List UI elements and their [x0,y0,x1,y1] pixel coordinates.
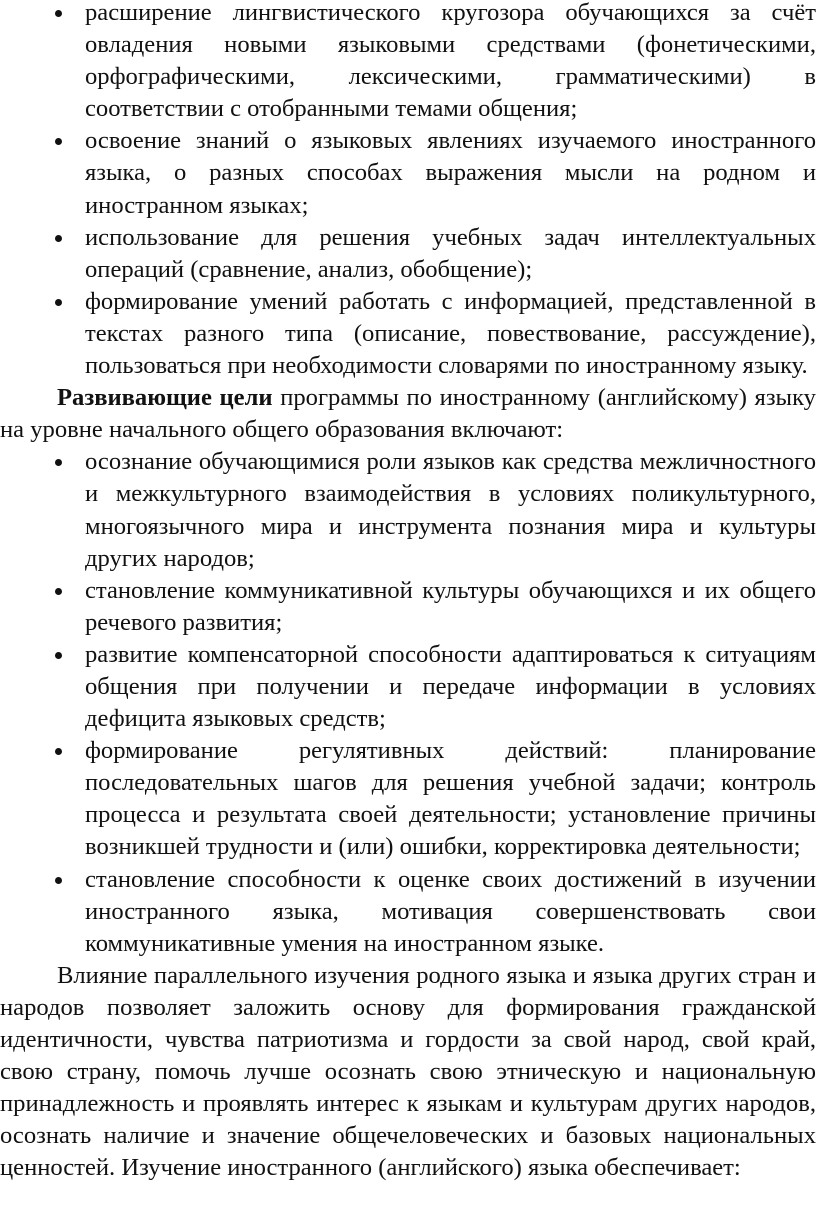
bold-term: Развивающие цели [57,384,273,412]
bullet-list-cognitive [0,0,816,382]
paragraph-text: программы по иностранному (английскому) языку на уровне начального общего образования включают: [0,384,816,444]
list-item: осознание обучающимися роли языков как средства межличностного и межкультурного взаимодействия в условиях поликультурного, многоязычного мира и инструмента познания мира и культуры других народов; [85,446,816,574]
list-item: освоение знаний о языковых явлениях изучаемого иностранного языка, о разных способах выражения мысли на родном и иностранном языках; [85,125,816,221]
influence-paragraph: Влияние параллельного изучения родного языка и языка других стран и народов позволяет заложить основу для формирования гражданской идентичности, чувства патриотизма и гордости за свой народ, свой край, свою страну, помочь лучше осознать свою этническую и национальную принадлежность и проявлять интерес к языкам и культурам других народов, осознать наличие и значение общечеловеческих и базовых национальных ценностей. Изучение иностранного (английского) языка обеспечивает: [0,961,816,1182]
list-item: использование для решения учебных задач интеллектуальных операций (сравнение, анализ, обобщение); [85,222,816,286]
list-item: формирование умений работать с информацией, представленной в текстах разного типа (описание, повествование, рассуждение), пользоваться при необходимости словарями по иностранному языку. [85,286,816,382]
list-item: расширение лингвистического кругозора обучающихся за счёт овладения новыми языковыми средствами (фонетическими, орфографическими, лексическими, грамматическими) в соответствии с отобранными темами общения; [85,0,816,125]
bullet-list-developmental [0,446,816,960]
developmental-goals-paragraph [0,382,816,446]
list-item: становление способности к оценке своих достижений в изучении иностранного языка, мотивация совершенствовать свои коммуникативные умения на иностранном языке. [85,864,816,960]
list-item: становление коммуникативной культуры обучающихся и их общего речевого развития; [85,575,816,639]
list-item: формирование регулятивных действий: планирование последовательных шагов для решения учебной задачи; контроль процесса и результата своей деятельности; установление причины возникшей трудности и (или) ошибки, корректировка деятельности; [85,735,816,863]
list-item: развитие компенсаторной способности адаптироваться к ситуациям общения при получении и передаче информации в условиях дефицита языковых средств; [85,639,816,735]
